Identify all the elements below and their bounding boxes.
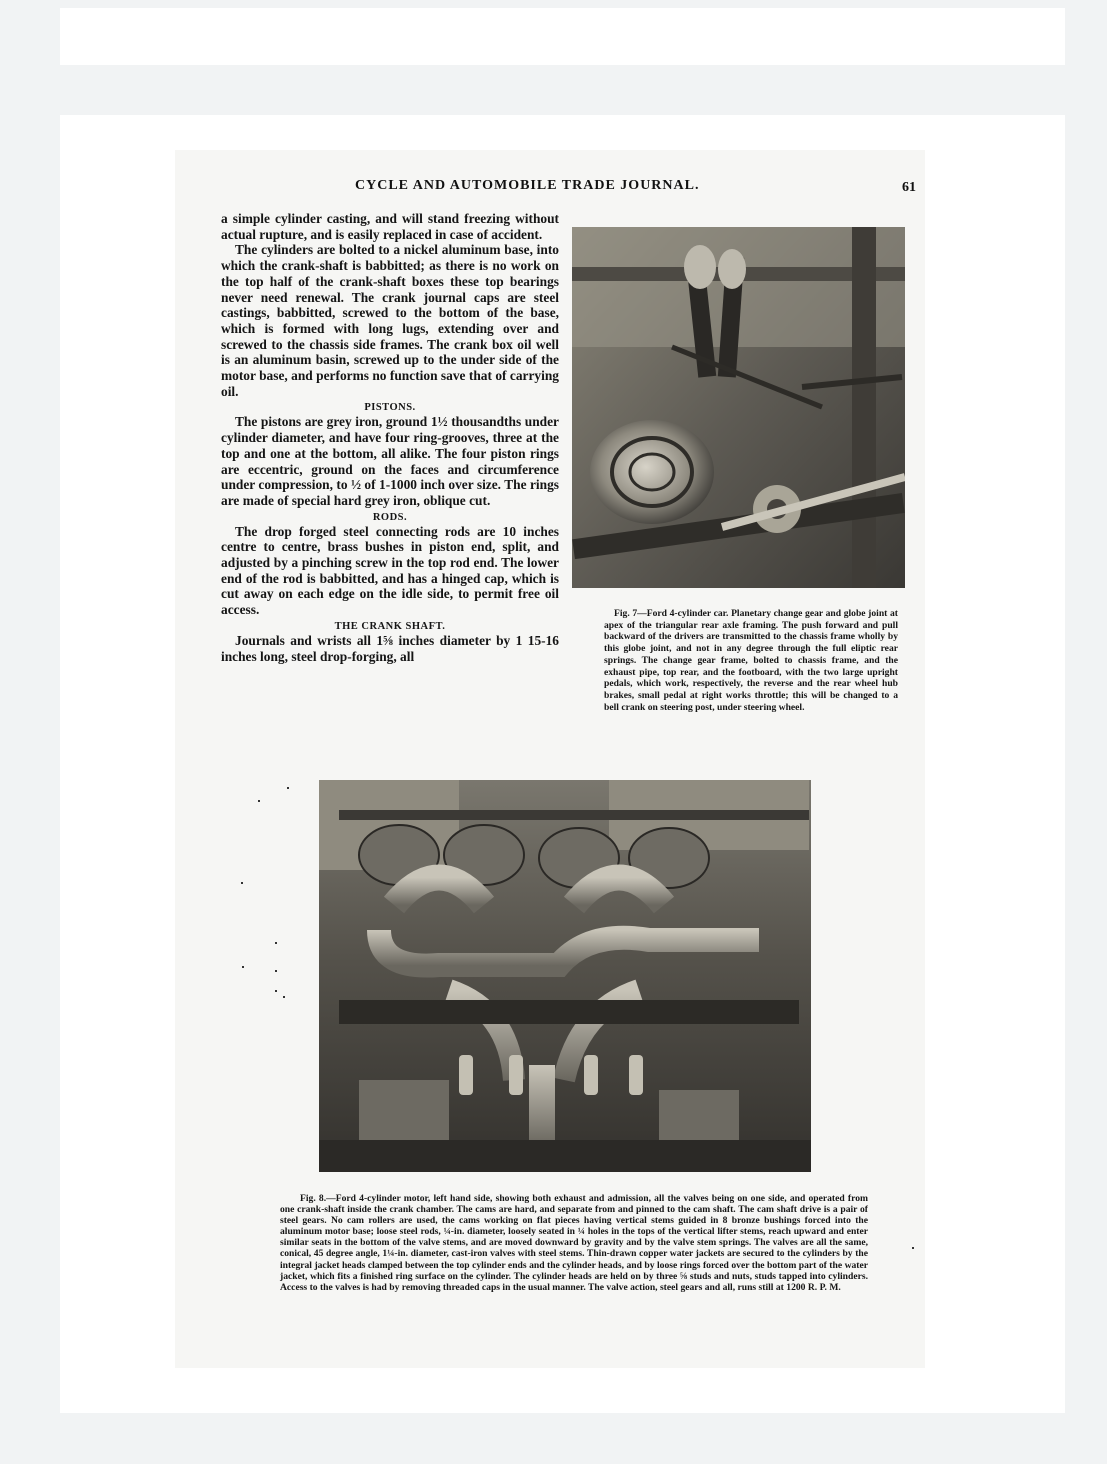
scan-speck <box>242 966 244 968</box>
scan-speck <box>241 882 243 884</box>
paragraph: The drop forged steel connecting rods are 10 inches centre to centre, brass bushes in piston end, split, and adjusted by a pinching screw in the top rod end. The lower end of the rod is babbitted, and has a hinged cap, which is cut away on each edge on the idle side, to permit free oil access. <box>221 523 559 618</box>
figure-7-caption: Fig. 7—Ford 4-cylinder car. Planetary change gear and globe joint at apex of the triangular rear axle framing. The push forward and pull backward of the drivers are transmitted to the chassis frame wholly by this globe joint, and not in any degree through the full eliptic rear springs. The change gear frame, bolted to chassis frame, and the exhaust pipe, top rear, and the footboard, with the two large upright pedals, which work, respectively, the reverse and the rear wheel hub brakes, small pedal at right works throttle; this will be changed to a bell crank on steering post, under steering wheel. <box>604 608 898 713</box>
figure-8-photo <box>319 780 811 1172</box>
section-heading: PISTONS. <box>364 402 416 414</box>
scan-speck <box>283 996 285 998</box>
viewer-toolbar <box>60 8 1065 65</box>
scan-speck <box>258 800 260 802</box>
scan-speck <box>275 990 277 992</box>
figure-7-photo <box>572 227 905 588</box>
paragraph: Journals and wrists all 1⅝ inches diameter by 1 15-16 inches long, steel drop-forging, all <box>221 632 559 664</box>
paragraph: a simple cylinder casting, and will stand freezing without actual rupture, and is easily replaced in case of accident. <box>221 211 559 242</box>
figure-8-drawing <box>319 780 811 1172</box>
scan-speck <box>275 970 277 972</box>
figure-8-caption: Fig. 8.—Ford 4-cylinder motor, left hand side, showing both exhaust and admission, all the valves being on one side, and operated from one crank-shaft inside the crank chamber. The cams are hard, and separate from and pinned to the cam shaft. The cam shaft drive is a pair of steel gears. No cam rollers are used, the cams working on flat pieces having vertical stems guided in 8 bronze bushings forced into the aluminum motor base; loose steel rods, ¼-in. diameter, loosely seated in ¼ holes in the tops of the vertical lifter stems, reach upward and enter similar seats in the bottom of the valve stems, and are moved downward by gravity and by the valve stem springs. The valves are all the same, conical, 45 degree angle, 1¼-in. diameter, cast-iron valves with steel stems. Thin-drawn copper water jackets are secured to the cylinders by the integral jacket heads clamped between the top cylinder ends and the cylinder heads, and by loose rings forced over the bottom part of the water jacket, which fits a finished ring surface on the cylinder. The cylinder heads are held on by three ⅝ studs and nuts, studs tapped into cylinders. Access to the valves is had by removing threaded caps in the usual manner. The valve action, steel gears and all, runs still at 1200 R. P. M. <box>280 1193 868 1293</box>
scan-speck <box>287 787 289 789</box>
scan-speck <box>275 942 277 944</box>
left-text-column <box>221 211 559 664</box>
scan-speck <box>912 1247 914 1249</box>
section-heading: THE CRANK SHAFT. <box>334 620 446 632</box>
running-head: CYCLE AND AUTOMOBILE TRADE JOURNAL. <box>355 178 700 193</box>
page-number: 61 <box>902 180 916 195</box>
figure-7-drawing <box>572 227 905 588</box>
paragraph: The cylinders are bolted to a nickel aluminum base, into which the crank-shaft is babbitted; as there is no work on the top half of the crank-shaft boxes these top bearings never need renewal. The crank journal caps are steel castings, babbitted, screwed to the bottom of the base, which is formed with long lugs, extending over and screwed to the chassis side frames. The crank box oil well is an aluminum basin, screwed up to the under side of the motor base, and performs no function save that of carrying oil. <box>221 242 559 399</box>
paragraph: The pistons are grey iron, ground 1½ thousandths under cylinder diameter, and have four ring-grooves, three at the top and one at the bottom, all alike. The four piston rings are eccentric, ground on the faces and circumference under compression, to ½ of 1-1000 inch over size. The rings are made of special hard grey iron, oblique cut. <box>221 414 559 508</box>
section-heading: RODS. <box>372 511 408 523</box>
